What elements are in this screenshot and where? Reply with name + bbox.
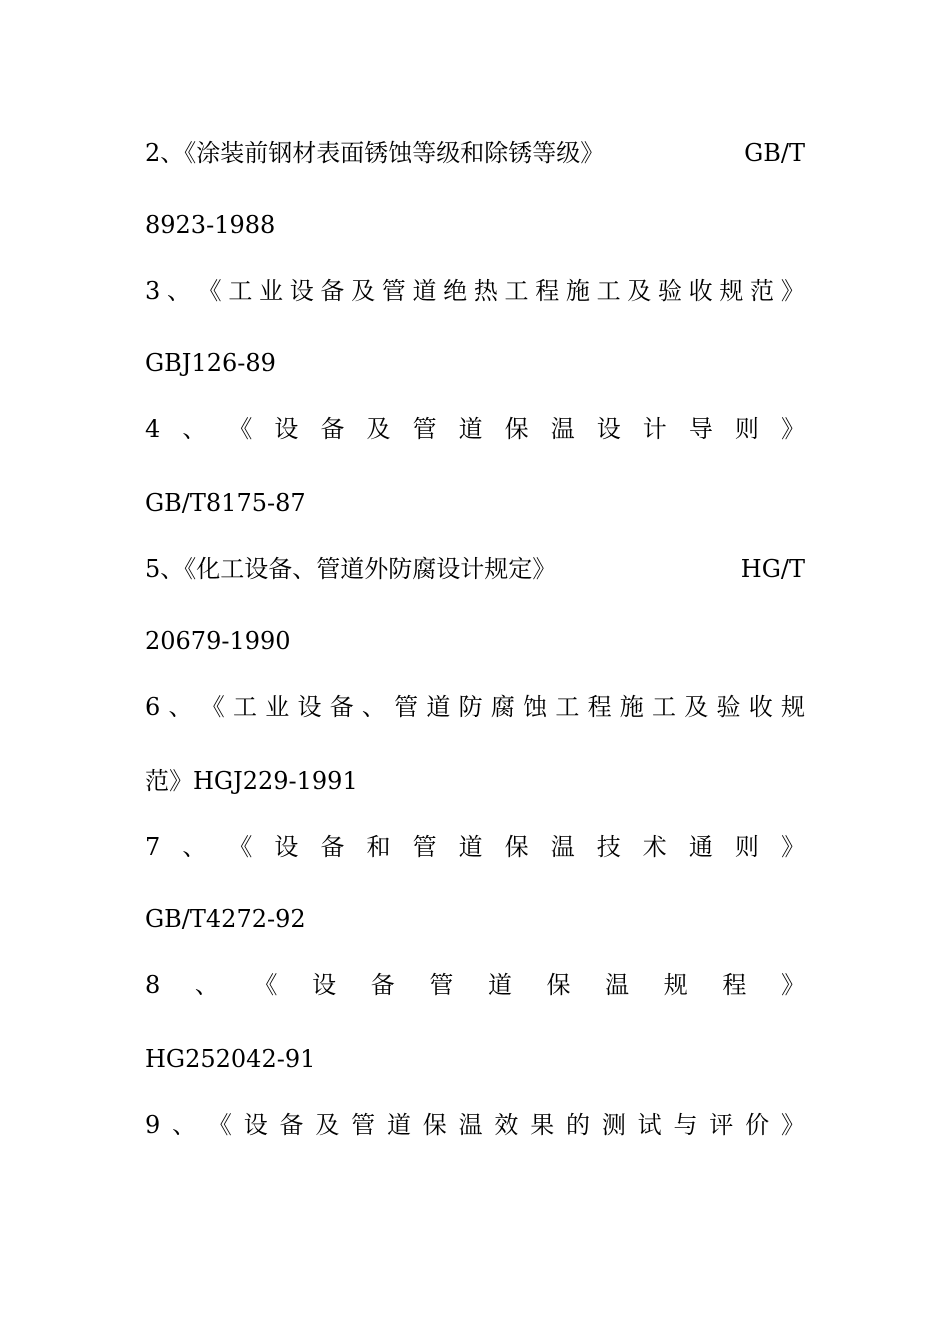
justified-char: 《: [228, 833, 253, 861]
justified-char: 试: [637, 1111, 662, 1139]
justified-char: 程: [535, 277, 560, 305]
justified-char: 管: [412, 833, 437, 861]
justified-char: 和: [366, 833, 391, 861]
justified-char: 与: [673, 1111, 698, 1139]
justified-char: 热: [473, 277, 498, 305]
justified-char: 设: [274, 833, 299, 861]
justified-char: 9: [145, 1111, 161, 1139]
justified-char: 、: [172, 1111, 197, 1139]
justified-char: 管: [381, 277, 406, 305]
justified-char: 范: [750, 277, 775, 305]
justified-char: 》: [780, 1111, 805, 1139]
justified-char: 业: [265, 693, 290, 721]
reference-code-line: GB/T4272-92: [145, 905, 306, 933]
justified-char: 保: [504, 415, 529, 443]
justified-char: 及: [351, 277, 376, 305]
justified-char: 》: [780, 415, 805, 443]
justified-char: 蚀: [523, 693, 548, 721]
justified-char: 道: [458, 833, 483, 861]
justified-char: 道: [426, 693, 451, 721]
justified-char: 、: [361, 693, 386, 721]
justified-char: 及: [315, 1111, 340, 1139]
justified-char: 导: [688, 415, 713, 443]
justified-char: 通: [688, 833, 713, 861]
justified-char: 效: [494, 1111, 519, 1139]
justified-char: 设: [243, 1111, 268, 1139]
justified-char: 温: [550, 415, 575, 443]
justified-char: 术: [642, 833, 667, 861]
justified-char: 工: [232, 693, 257, 721]
justified-char: 评: [709, 1111, 734, 1139]
justified-char: 管: [429, 971, 454, 999]
justified-char: 设: [312, 971, 337, 999]
justified-char: 4: [145, 415, 161, 443]
justified-char: 保: [422, 1111, 447, 1139]
reference-code-line: GB/T8175-87: [145, 489, 306, 517]
justified-char: 验: [716, 693, 741, 721]
justified-char: 管: [412, 415, 437, 443]
justified-char: 防: [458, 693, 483, 721]
justified-char: 》: [780, 971, 805, 999]
justified-char: 6: [145, 693, 161, 721]
reference-code: HG/T: [740, 555, 805, 583]
justified-char: 备: [320, 277, 345, 305]
justified-char: 温: [550, 833, 575, 861]
justified-char: 、: [194, 971, 219, 999]
justified-char: 工: [596, 277, 621, 305]
reference-code: GB/T: [744, 139, 805, 167]
justified-char: 保: [504, 833, 529, 861]
justified-char: 、: [182, 415, 207, 443]
justified-char: 施: [619, 693, 644, 721]
reference-title: 2、《涂装前钢材表面锈蚀等级和除锈等级》: [145, 139, 605, 167]
justified-char: 则: [734, 415, 759, 443]
justified-char: 施: [565, 277, 590, 305]
justified-char: 《: [253, 971, 278, 999]
reference-line-7: [145, 832, 805, 862]
justified-char: 《: [228, 415, 253, 443]
reference-code-line: 20679-1990: [145, 627, 291, 655]
justified-char: 设: [297, 693, 322, 721]
justified-char: 道: [487, 971, 512, 999]
justified-char: 则: [734, 833, 759, 861]
justified-char: 备: [279, 1111, 304, 1139]
justified-char: 设: [289, 277, 314, 305]
justified-char: 备: [370, 971, 395, 999]
justified-char: 道: [412, 277, 437, 305]
justified-char: 规: [780, 693, 805, 721]
justified-char: 的: [566, 1111, 591, 1139]
reference-line-8: [145, 970, 805, 1000]
justified-char: 温: [605, 971, 630, 999]
justified-char: 收: [748, 693, 773, 721]
reference-code-line: GBJ126-89: [145, 349, 276, 377]
justified-char: 规: [719, 277, 744, 305]
justified-char: 备: [329, 693, 354, 721]
justified-char: 业: [259, 277, 284, 305]
justified-char: 保: [546, 971, 571, 999]
justified-char: 工: [652, 693, 677, 721]
justified-char: 7: [145, 833, 161, 861]
justified-char: 、: [182, 833, 207, 861]
justified-char: 设: [596, 415, 621, 443]
justified-char: 《: [197, 277, 222, 305]
justified-char: 腐: [490, 693, 515, 721]
justified-char: 管: [394, 693, 419, 721]
reference-code-line: HG252042-91: [145, 1045, 316, 1073]
justified-char: 规: [663, 971, 688, 999]
justified-char: 管: [351, 1111, 376, 1139]
justified-char: 》: [780, 833, 805, 861]
justified-char: 工: [555, 693, 580, 721]
reference-code-line: 8923-1988: [145, 211, 276, 239]
justified-char: 、: [168, 693, 193, 721]
reference-code-line: 范》HGJ229-1991: [145, 767, 358, 795]
justified-char: 备: [320, 833, 345, 861]
justified-char: 备: [320, 415, 345, 443]
justified-char: 3: [145, 277, 161, 305]
reference-line-5: [145, 554, 805, 584]
justified-char: 温: [458, 1111, 483, 1139]
justified-char: 》: [780, 277, 805, 305]
justified-char: 绝: [443, 277, 468, 305]
justified-char: 8: [145, 971, 161, 999]
justified-char: 及: [366, 415, 391, 443]
reference-title: 5、《化工设备、管道外防腐设计规定》: [145, 555, 557, 583]
justified-char: 收: [688, 277, 713, 305]
justified-char: 道: [458, 415, 483, 443]
reference-line-2: [145, 138, 805, 168]
justified-char: 、: [166, 277, 191, 305]
justified-char: 价: [745, 1111, 770, 1139]
justified-char: 程: [587, 693, 612, 721]
justified-char: 技: [596, 833, 621, 861]
reference-line-3: [145, 276, 805, 306]
justified-char: 道: [386, 1111, 411, 1139]
justified-char: 验: [657, 277, 682, 305]
justified-char: 计: [642, 415, 667, 443]
justified-char: 果: [530, 1111, 555, 1139]
reference-line-6: [145, 692, 805, 722]
justified-char: 《: [207, 1111, 232, 1139]
reference-line-9: [145, 1110, 805, 1140]
justified-char: 及: [627, 277, 652, 305]
reference-line-4: [145, 414, 805, 444]
justified-char: 《: [200, 693, 225, 721]
justified-char: 工: [228, 277, 253, 305]
justified-char: 及: [684, 693, 709, 721]
justified-char: 设: [274, 415, 299, 443]
justified-char: 程: [722, 971, 747, 999]
justified-char: 测: [601, 1111, 626, 1139]
justified-char: 工: [504, 277, 529, 305]
